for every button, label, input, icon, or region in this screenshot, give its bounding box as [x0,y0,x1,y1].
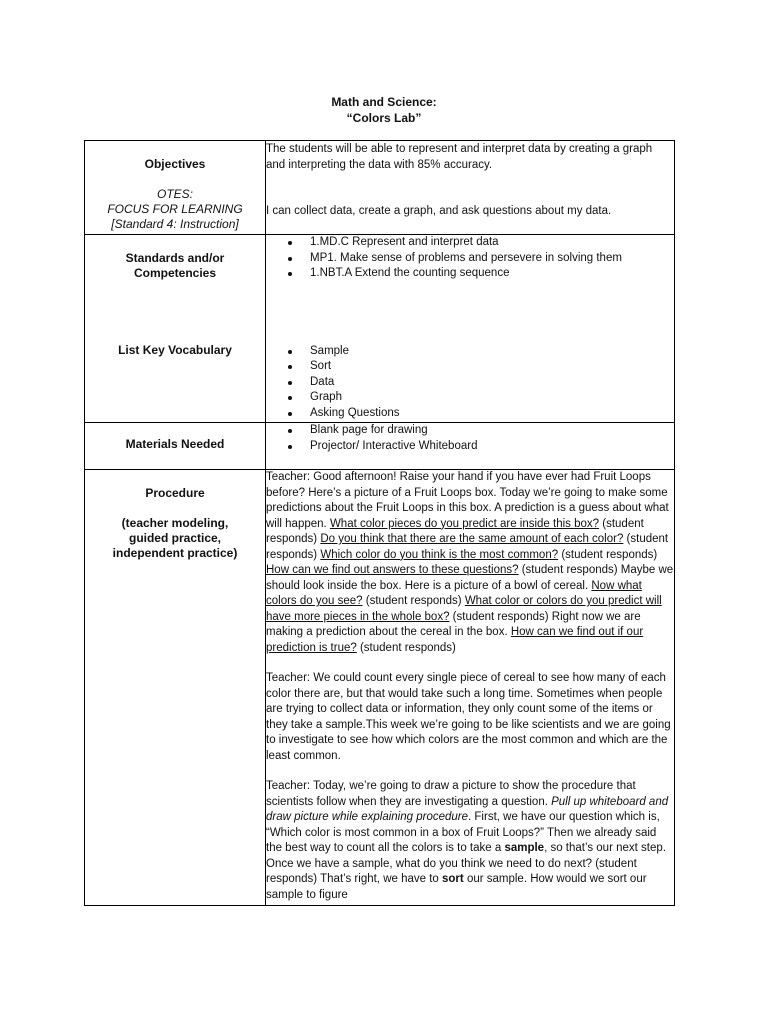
row-objectives [85,141,675,235]
vocabulary-item: Sort [288,359,674,375]
teacher-question: Now what colors do you see? [266,579,642,607]
objectives-text-2: I can collect data, create a graph, and ask questions about my data. [266,205,612,217]
procedure-text: our sample. How would we sort our sample to figure [266,873,647,901]
vocabulary-list [266,344,674,422]
standard-item: MP1. Make sense of problems and persevere in solving them [288,251,674,267]
title-line-2: “Colors Lab” [346,111,422,125]
procedure-text: (student responds) Right now we are making a prediction about the cereal in the box. [266,610,641,638]
teacher-question: How can we find out if our prediction is true? [266,626,644,654]
procedure-label-cell [85,470,266,906]
procedure-text: Teacher: Good afternoon! Raise your hand if you have ever had Fruit Loops before? Here’s a picture of a Fruit Loops box. Today we’re going to make some predictions about the Fruit Loops in this box. A prediction is a guess about what will happen. [266,471,669,530]
standard-item: 1.MD.C Represent and interpret data [288,235,674,251]
procedure-paragraph-1 [266,470,674,656]
standards-label-line-2: Competencies [133,266,217,280]
objectives-label-cell [85,141,266,235]
objectives-text-1: The students will be able to represent and interpret data by creating a graph and interpreting the data with 85% accuracy. [266,143,653,171]
vocabulary-item: Asking Questions [288,406,674,422]
procedure-text: (student responds) [558,548,658,561]
material-item: Blank page for drawing [288,423,674,439]
materials-label-cell [85,423,266,470]
teacher-question: What color or colors do you predict will have more pieces in the whole box? [266,595,662,623]
standard-item: 1.NBT.A Extend the counting sequence [288,266,674,282]
row-procedure [85,470,675,906]
objectives-content-cell [266,141,675,235]
teacher-question: Which color do you think is the most common? [320,548,559,561]
standards-content-cell [266,235,675,423]
teacher-direction: Pull up whiteboard and draw picture while explaining procedure [266,795,669,823]
teacher-question: What color pieces do you predict are inside this box? [329,517,600,530]
standards-label-line-1: Standards and/or [125,251,225,265]
row-standards-vocabulary [85,235,675,423]
procedure-paragraph-3 [266,779,674,903]
procedure-sub-3: independent practice) [112,546,238,560]
procedure-paragraph-2: Teacher: We could count every single piece of cereal to see how many of each color there are, but that would take such a long time. Sometimes when people are trying to collect data or information, they only count some of the items or they take a sample.This week we’re going to be like scientists and we are going to investigate to see how which colors are the most common and which are the least common. [266,672,671,762]
procedure-text: (student responds) [266,533,669,561]
materials-label: Materials Needed [125,437,225,451]
title-line-1: Math and Science: [331,95,437,109]
vocabulary-item: Data [288,375,674,391]
procedure-text: (student responds) Maybe we should look inside the box. Here is a picture of a bowl of cereal. [266,564,674,592]
otes-label: OTES: [156,187,193,201]
procedure-text: (student responds) [266,517,644,545]
row-materials [85,423,675,470]
procedure-text: (student responds) [356,641,456,654]
key-term-sample: sample [504,842,545,854]
key-term-sort: sort [442,873,464,885]
focus-label: FOCUS FOR LEARNING [107,202,243,216]
teacher-question: How can we find out answers to these questions? [266,564,519,576]
vocabulary-item: Sample [288,344,674,360]
teacher-question: Do you think that there are the same amount of each color? [320,533,624,545]
objectives-label: Objectives [144,157,206,171]
material-item: Projector/ Interactive Whiteboard [288,439,674,455]
procedure-label: Procedure [145,486,205,500]
procedure-sub-2: guided practice, [128,531,222,545]
vocabulary-label: List Key Vocabulary [118,343,232,357]
procedure-text: , so that’s our next step. Once we have a sample, what do you think we need to do next? (student responds) That’s right, we have to [266,842,666,885]
procedure-text: . First, we have our question which is, “Which color is most common in a box of Fruit Loops?” Then we already said the best way to count all the colors is to take a [266,811,660,854]
vocabulary-item: Graph [288,390,674,406]
materials-content-cell [266,423,675,470]
procedure-text: (student responds) [362,595,465,607]
procedure-sub-1: (teacher modeling, [121,516,229,530]
standards-label-cell [85,235,266,423]
lesson-plan-table [84,140,675,906]
standard-label: [Standard 4: Instruction] [111,217,239,231]
document-title [0,94,768,126]
procedure-content-cell [266,470,675,906]
procedure-text: Teacher: Today, we’re going to draw a picture to show the procedure that scientists follow when they are investigating a question. [266,780,636,808]
standards-list [266,235,674,282]
materials-list [266,423,674,454]
